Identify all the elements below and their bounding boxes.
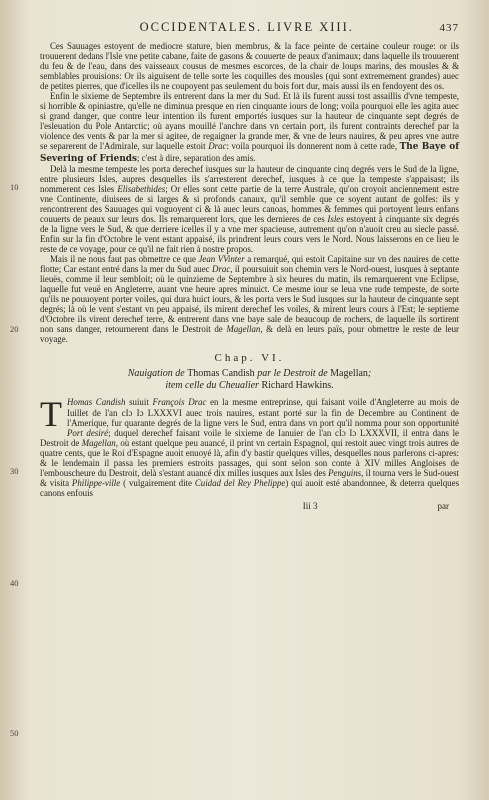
running-header	[54, 20, 459, 35]
catchword: par	[437, 500, 449, 511]
paragraph: Enfin le sixieme de Septembre ils entrerent dans la mer du Sud. Et là ils furent aussi tost assaillis d'vne tempeste, si horrible & opiniastre, qu'elle ne diminua presque en rien cinquante iours de long; voila pourquoi elle les agita auec si grand danger, que contre leur intention ils furent emportés iusques sur la hauteur de cinquante sept degrés de l'esleuation du Pole Antarctic; où ayans mouillé l'anchre dans vn certain port, ils furent contraints derechef par la violence des vents & par la mer si agitee, de regaigner la grande mer, & vne de leurs nauires, & peu apres vne autre se separerent de l'Admirale, sur laquelle estoit Drac: voila pourquoi ils donnerent nom à cette rade, The Baye of Severing of Friends; c'est à dire, separation des amis.	[40, 91, 460, 164]
paragraph: Homas Candish suiuit François Drac en la mesme entreprinse, qui faisant voile d'Angleterre au mois de Iuillet de l'an cIɔ Iɔ LXXXVI auec trois nauires, estant porté sur la fin de Decembre au Continent de l'Amerique, fur quarante degrés de la ligne vers le Sud, entra dans vn port qu'il nomma pour son opportunité Port desiré; duquel derechef faisant voile le sixieme de Ianuier de l'an cIɔ Iɔ LXXXVII, il entra dans le Destroit de Magellan, où estant quelque peu auancé, il print vn certain Espagnol, qui restoit auec vingt trois autres de quatre cents, que le Roi d'Espagne auoit enuoyé là, afin d'y bastir quelques villes, desquelles nous parlerons ci-apres: & le lendemain il passa les premiers estroits passages, qui sont selon son conte à XIV milles Angloises de l'embouscheure du Destroit, delà s'estant auancé dix milles iusques aux Isles des Penguins, il tourna vers le Sud-ouest & visita Philippe-ville ( vulgairement dite Cuidad del Rey Phelippe) qui auoit esté abandonnee, & deterra quelques canons enfouis	[40, 397, 460, 498]
margin-line-number: 10	[10, 182, 19, 192]
running-title: OCCIDENTALES. LIVRE XIII.	[139, 20, 354, 34]
chapter-title: Nauigation de Thomas Candish par le Destroit de Magellan; item celle du Cheualier Richard Hawkins.	[127, 368, 372, 391]
page-number: 437	[439, 22, 459, 34]
signature-mark: Iii 3	[302, 500, 318, 511]
paragraph: Ces Sauuages estoyent de mediocre stature, bien membrus, & la face peinte de certaine couleur rouge: or ils trouuerent dedans l'Isle vne petite cabane, faite de gasons & couuerte de peaux d'animaux; dans laquelle ils trouuerent du feu & de l'eau, dans des vaisseaux cousus de mesmes escorces, de la chair de loups marins, des mousles & & semblables prouisions: Or ils aiguisent de telle sorte les coquilles des mousles (qui sont extremement grandes) auec de petites pierres, que d'icelles ils ne coupoyent pas seulement du bois fort dur, mais aussi ils en fendoyent des os.	[40, 41, 459, 92]
page-footer	[40, 501, 459, 511]
margin-line-number: 30	[10, 466, 19, 476]
margin-line-number: 40	[10, 578, 19, 588]
body-text	[10, 41, 460, 738]
paragraph: Mais il ne nous faut pas obmettre ce que Jean VVinter a remarqué, qui estoit Capitaine sur vn des nauires de cette flotte; Car estant entré dans la mer du Sud auec Drac, il poursuiuit son chemin vers le Nord-ouest, iusques à septante lieuës, comme il leur sembloit; où le quinzieme de Septembre à six heures du matin, ils remarquerent vne Eclipse, laquelle fut veuë en Angleterre, auant vne heure apres minuict. Ce mesme iour se leua vne rude tempeste, de sorte qu'ils ne pouuoyent porter voiles, qui dura huict iours, & les porta vers le Sud iusques sur la hauteur de cinquante sept degrés; là où le vent s'estant vn peu appaisé, ils mirent derechef les voiles, & mirent leurs cours à l'Est; le septieme d'Octobre ils virent derechef terre, & entrerent dans vne baye sale de beaucoup de rochers, de laquelle ils sortirent non sans danger, retournerent dans le Destroit de Magellan, & delà en leurs païs, pour obmettre le reste de leur voyage.	[40, 253, 460, 345]
paragraph: Delà la mesme tempeste les porta derechef iusques sur la hauteur de cinquante cinq degrés vers le Sud de la ligne, entre plusieurs Isles, aupres desquelles ils s'arresterent derechef, iusques à ce que la tempeste s'appaisast; ils nommerent ces Isles Elisabethides; Or elles sont cette partie de la terre Australe, qu'on croyoit anciennement estre vne Continente, diuisees de si larges & si profonds canaux, qu'il semble que ce soyent autant de golfes: ils y rencontrerent des Sauuages qui voguoyent ci & là auec leurs canoas, hommes & femmes qui portoyent leurs enfans couuerts de peaux sur leurs dos. Ils remarquerent lors, que les dernieres de ces Isles estoyent à cinquante six degrés de la ligne vers le Sud, & que derriere icelles il y a vne mer spacieuse, autrement qu'on n'auoit creu au siecle passé. Enfin sur la fin d'Octobre le vent estant appaisé, ils prindrent leurs cours vers le Nord. Nous laisserons en ce lieu le reste de ce voyage, pour ce qu'il ne fait rien à nostre propos.	[40, 163, 460, 254]
margin-line-number: 50	[10, 728, 19, 738]
margin-line-number: 20	[10, 324, 19, 334]
drop-cap: T	[40, 394, 62, 435]
chapter-body	[40, 394, 460, 498]
blackletter-name: The Baye of Severing of Friends	[40, 142, 460, 164]
chapter-heading: Chap. VI.	[214, 352, 285, 365]
